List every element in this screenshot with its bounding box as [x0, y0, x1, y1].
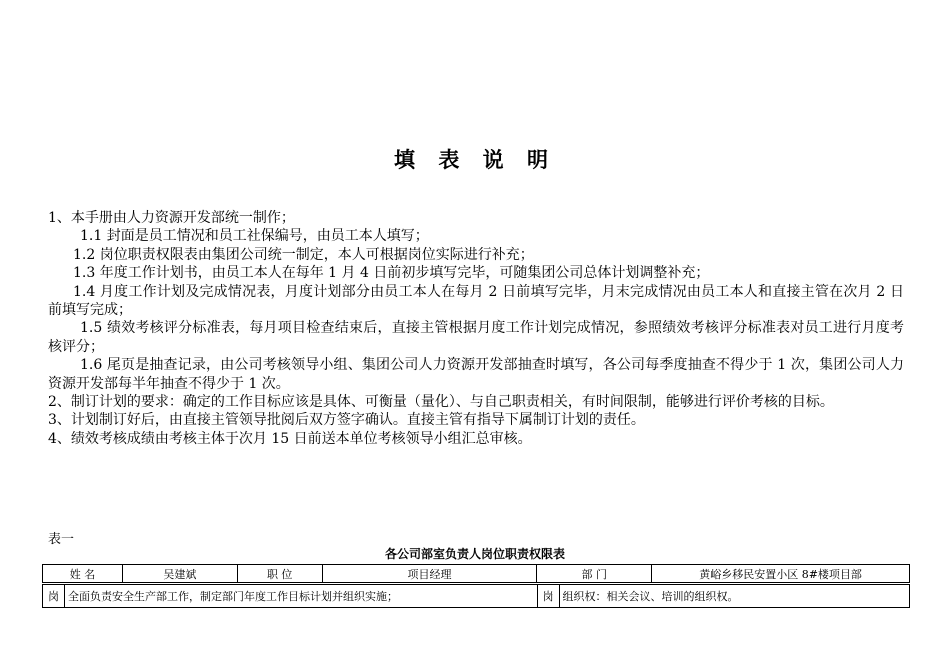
table-row: [43, 585, 910, 608]
table-title: 各公司部室负责人岗位职责权限表: [384, 547, 565, 561]
position-label: 职 位: [237, 565, 322, 583]
instruction-item: 3、计划制订好后，由直接主管领导批阅后双方签字确认。直接主管有指导下属制订计划的责任。: [48, 412, 645, 429]
instruction-item: 4、绩效考核成绩由考核主体于次月 15 日前送本单位考核领导小组汇总审核。: [48, 430, 532, 447]
instruction-item: 1.6 尾页是抽查记录，由公司考核领导小组、集团公司人力资源开发部抽查时填写，各公司每季度抽查不得少于 1 次，集团公司人力资源开发部每半年抽查不得少于 1 次。: [48, 357, 904, 392]
department-value: 黄峪乡移民安置小区 8#楼项目部: [652, 565, 910, 583]
name-label: 姓 名: [43, 565, 123, 583]
instruction-item: 1.1 封面是员工情况和员工社保编号，由员工本人填写；: [80, 228, 429, 245]
table-row: [43, 565, 910, 583]
department-label: 部 门: [537, 565, 652, 583]
duty-table-row2: [42, 584, 910, 608]
instruction-item: 1.5 绩效考核评分标准表，每月项目检查结束后，直接主管根据月度工作计划完成情况，参照绩效考核评分标准表对员工进行月度考核评分；: [48, 320, 904, 355]
duty-head: 岗: [43, 585, 65, 608]
name-value: 吴建斌: [122, 565, 237, 583]
authority-text: 组织权：相关会议、培训的组织权。: [559, 585, 909, 608]
authority-head: 岗: [537, 585, 559, 608]
instruction-item: 1.3 年度工作计划书，由员工本人在每年 1 月 4 日前初步填写完毕，可随集团公司总体计划调整补充；: [73, 265, 710, 282]
page-title: 填 表 说 明: [394, 148, 556, 172]
position-value: 项目经理: [322, 565, 537, 583]
instruction-item: 1.4 月度工作计划及完成情况表，月度计划部分由员工本人在每月 2 日前填写完毕，月末完成情况由员工本人和直接主管在次月 2 日前填写完成；: [48, 283, 904, 319]
duty-table: [42, 564, 910, 583]
instruction-item: 1.2 岗位职责权限表由集团公司统一制定，本人可根据岗位实际进行补充；: [73, 246, 534, 263]
instruction-item: 1、本手册由人力资源开发部统一制作；: [48, 210, 295, 226]
instruction-item: 2、制订计划的要求：确定的工作目标应该是具体、可衡量（量化）、与自己职责相关，有时间限制，能够进行评价考核的目标。: [48, 394, 834, 411]
duty-text: 全面负责安全生产部工作，制定部门年度工作目标计划并组织实施；: [64, 585, 537, 608]
table-label: 表一: [48, 532, 75, 547]
instructions-body: [48, 209, 904, 448]
